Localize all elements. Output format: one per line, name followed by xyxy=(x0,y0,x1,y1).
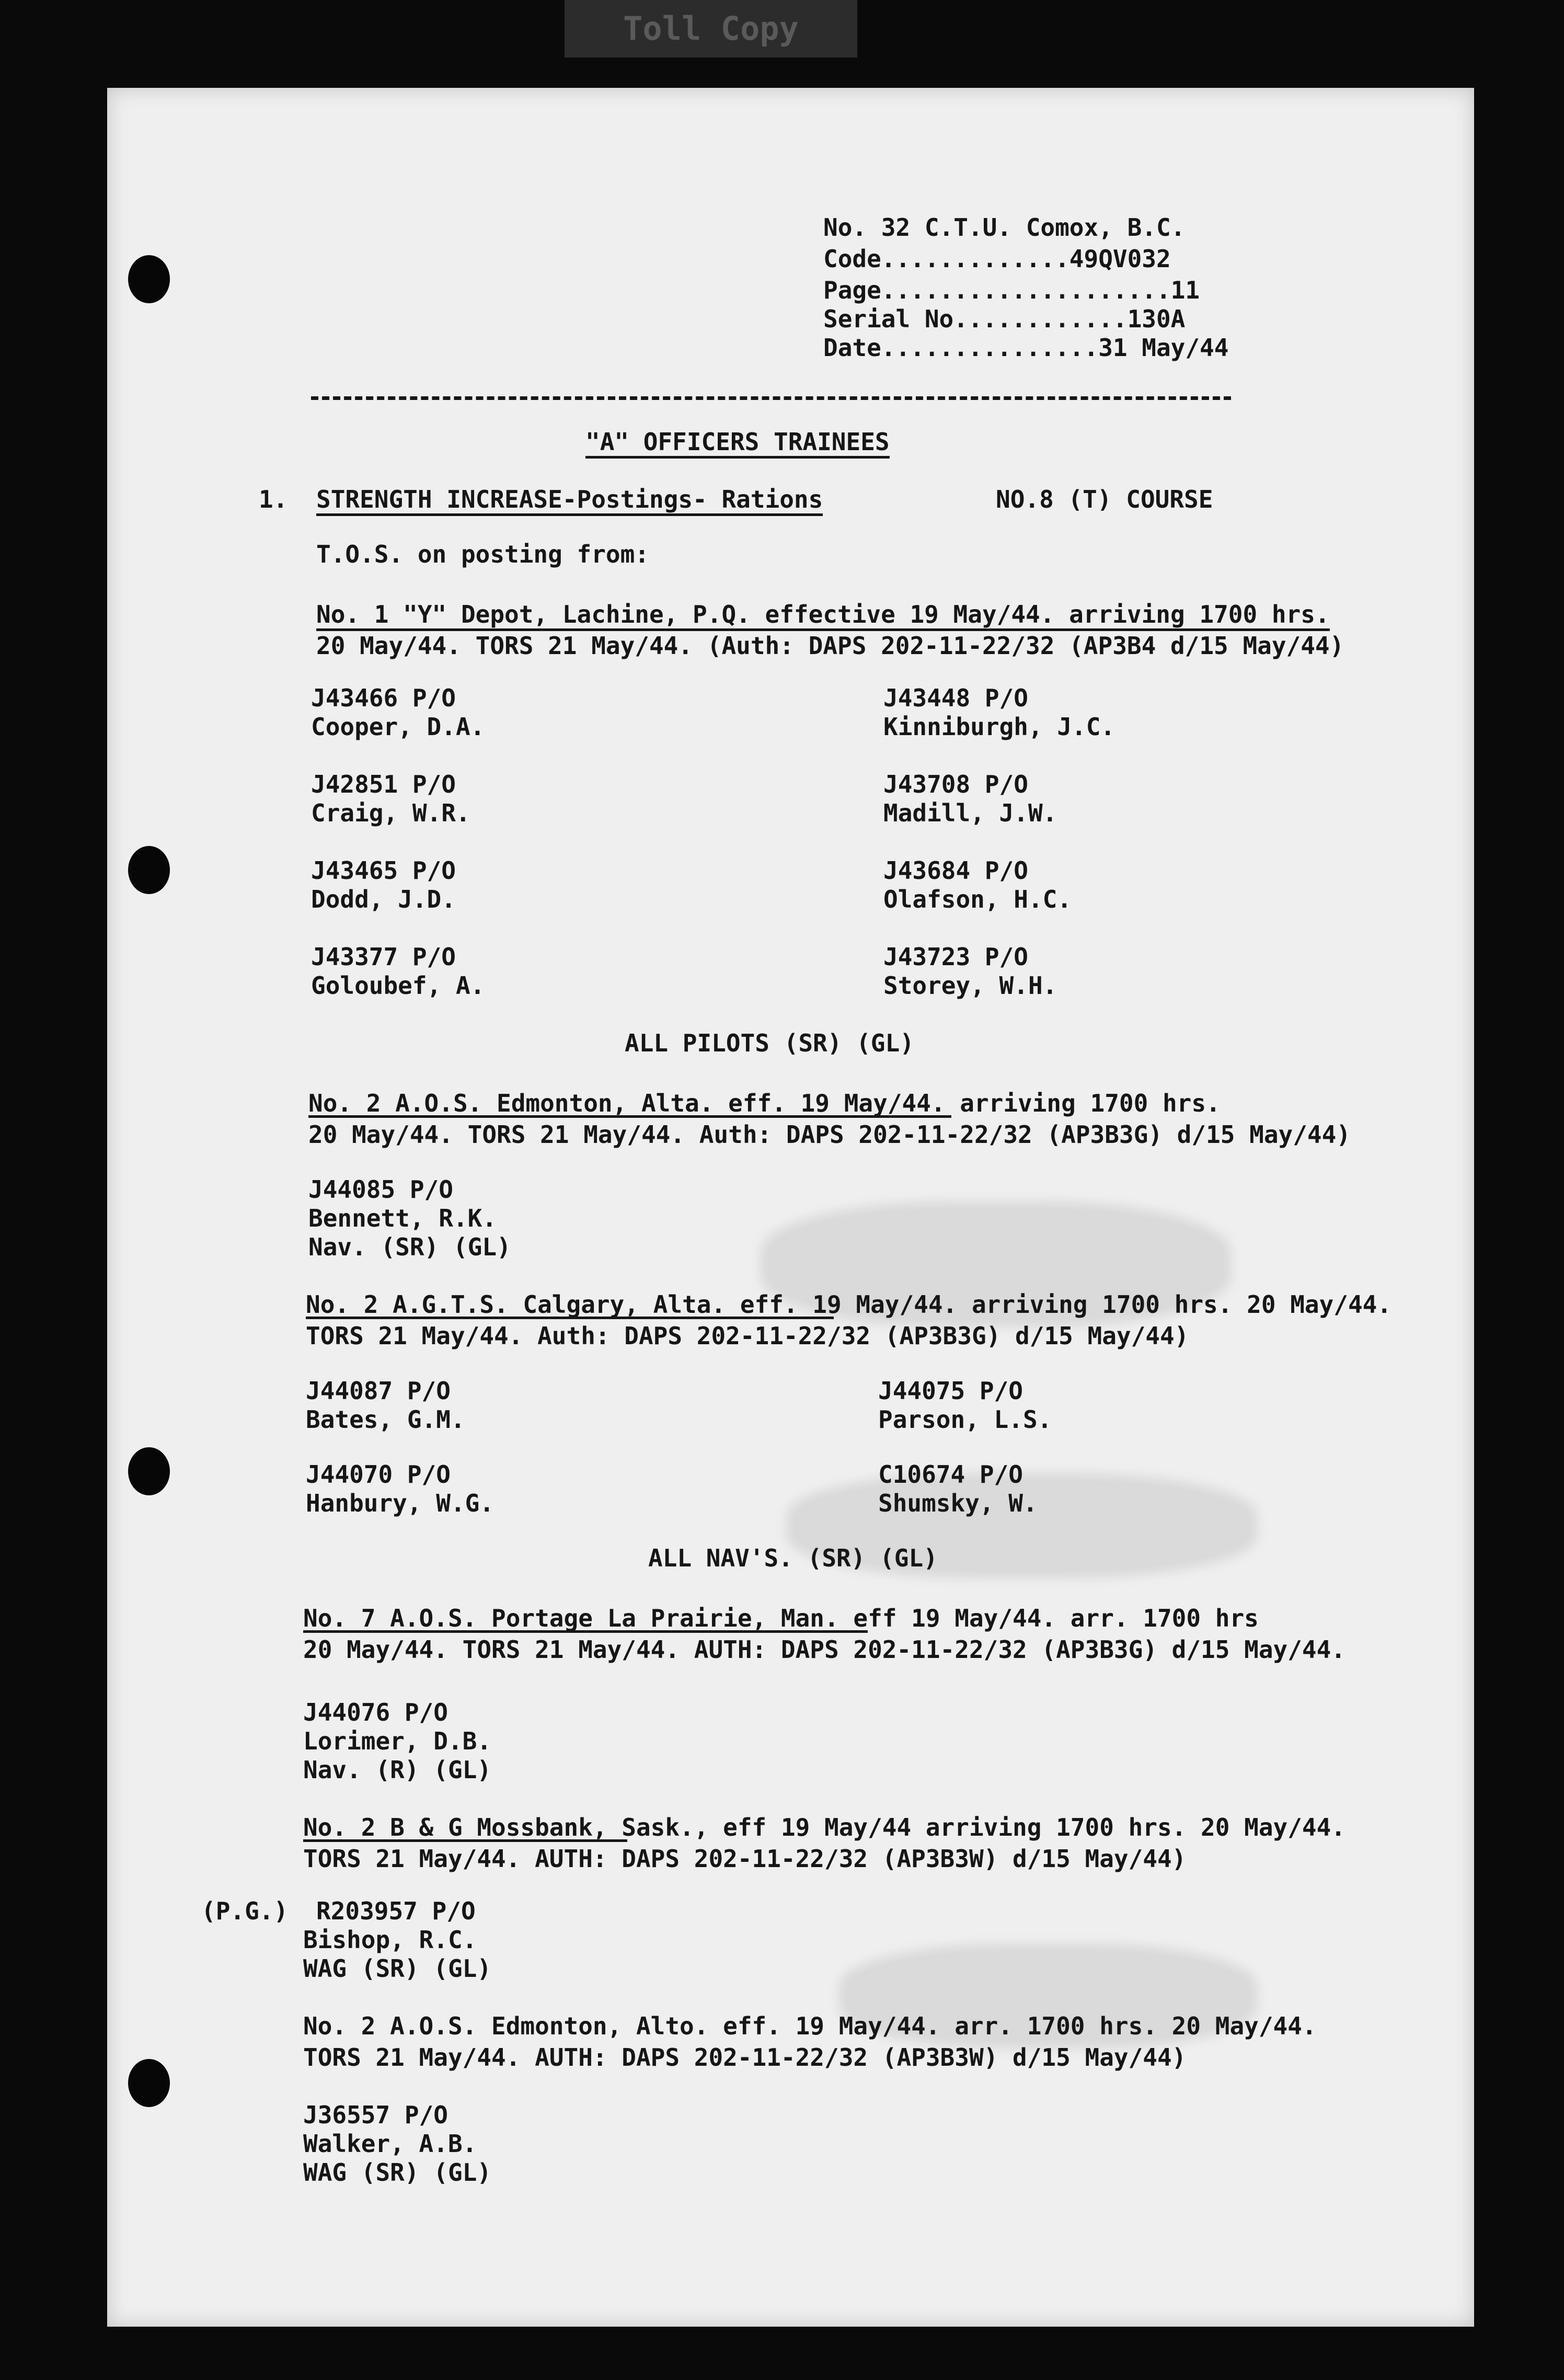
unit-name: No. 32 C.T.U. Comox, B.C. xyxy=(823,213,1186,242)
officer-number: J44087 P/O xyxy=(306,1377,451,1405)
punch-hole xyxy=(128,846,170,894)
posting-line: No. 2 B & G Mossbank, Sask., eff 19 May/44 arriving 1700 hrs. 20 May/44. xyxy=(303,1813,1346,1841)
officer-number: J43466 P/O xyxy=(311,684,456,712)
officer-name: Craig, W.R. xyxy=(311,799,470,827)
officer-name: Dodd, J.D. xyxy=(311,885,456,913)
posting-line: No. 2 A.O.S. Edmonton, Alto. eff. 19 May/44. arr. 1700 hrs. 20 May/44. xyxy=(303,2012,1317,2040)
separator-line xyxy=(311,396,1231,400)
officer-number: J36557 P/O xyxy=(303,2101,448,2129)
officer-name: Storey, W.H. xyxy=(883,971,1057,1000)
posting-line: No. 1 "Y" Depot, Lachine, P.Q. effective 19 May/44. arriving 1700 hrs. xyxy=(316,600,1330,631)
officer-name: Madill, J.W. xyxy=(883,799,1057,827)
posting-intro: T.O.S. on posting from: xyxy=(316,540,649,568)
officer-name: Lorimer, D.B. xyxy=(303,1727,492,1755)
underline xyxy=(303,1630,868,1633)
underline xyxy=(306,1317,834,1319)
officer-number: J43465 P/O xyxy=(311,856,456,885)
punch-hole xyxy=(128,2059,170,2107)
posting-line: 20 May/44. TORS 21 May/44. (Auth: DAPS 202-11-22/32 (AP3B4 d/15 May/44) xyxy=(316,632,1344,660)
officer-name: Cooper, D.A. xyxy=(311,713,485,741)
officer-number: J42851 P/O xyxy=(311,770,456,798)
punch-hole xyxy=(128,255,170,303)
posting-line: No. 2 A.O.S. Edmonton, Alta. eff. 19 May/44. arriving 1700 hrs. xyxy=(308,1089,1221,1117)
underline xyxy=(303,1839,627,1842)
officer-name: Kinniburgh, J.C. xyxy=(883,713,1116,741)
officer-name: Hanbury, W.G. xyxy=(306,1489,494,1517)
copy-stamp xyxy=(565,0,857,58)
officer-name: Parson, L.S. xyxy=(878,1405,1052,1434)
officer-name: Shumsky, W. xyxy=(878,1489,1038,1517)
posting-line: TORS 21 May/44. AUTH: DAPS 202-11-22/32 (AP3B3W) d/15 May/44) xyxy=(303,1845,1187,1873)
officer-name: Bates, G.M. xyxy=(306,1405,465,1434)
officer-number: J43377 P/O xyxy=(311,943,456,971)
officer-trade: WAG (SR) (GL) xyxy=(303,2158,492,2187)
item-heading: STRENGTH INCREASE-Postings- Rations xyxy=(316,485,823,516)
officer-name: Olafson, H.C. xyxy=(883,885,1072,913)
posting-line: 20 May/44. TORS 21 May/44. Auth: DAPS 202-11-22/32 (AP3B3G) d/15 May/44) xyxy=(308,1120,1351,1149)
officer-number: R203957 P/O xyxy=(316,1897,476,1925)
officer-name: Goloubef, A. xyxy=(311,971,485,1000)
underline xyxy=(308,1115,951,1118)
officer-number: J43708 P/O xyxy=(883,770,1028,798)
officer-number: J43448 P/O xyxy=(883,684,1028,712)
page-line: Page....................11 xyxy=(823,276,1200,304)
stamp-text: Toll Copy xyxy=(623,9,799,48)
officer-number: J43723 P/O xyxy=(883,943,1028,971)
posting-line: No. 2 A.G.T.S. Calgary, Alta. eff. 19 May/44. arriving 1700 hrs. 20 May/44. xyxy=(306,1290,1392,1319)
code-line: Code.............49QV032 xyxy=(823,245,1171,273)
officer-name: Bennett, R.K. xyxy=(308,1204,497,1232)
officer-number: C10674 P/O xyxy=(878,1460,1023,1489)
officer-number: J44075 P/O xyxy=(878,1377,1023,1405)
section-title: "A" OFFICERS TRAINEES xyxy=(585,428,890,459)
officer-number: J44070 P/O xyxy=(306,1460,451,1489)
officer-trade: Nav. (SR) (GL) xyxy=(308,1233,511,1261)
officer-number: J44085 P/O xyxy=(308,1175,453,1204)
group-footer: ALL NAV'S. (SR) (GL) xyxy=(648,1544,938,1572)
posting-line: No. 7 A.O.S. Portage La Prairie, Man. eff 19 May/44. arr. 1700 hrs xyxy=(303,1604,1259,1632)
officer-trade: WAG (SR) (GL) xyxy=(303,1954,492,1983)
course-label: NO.8 (T) COURSE xyxy=(996,485,1213,513)
officer-name: Bishop, R.C. xyxy=(303,1926,477,1954)
posting-line: TORS 21 May/44. AUTH: DAPS 202-11-22/32 (AP3B3W) d/15 May/44) xyxy=(303,2043,1187,2072)
officer-name: Walker, A.B. xyxy=(303,2130,477,2158)
group-footer: ALL PILOTS (SR) (GL) xyxy=(625,1029,914,1057)
officer-trade: Nav. (R) (GL) xyxy=(303,1756,492,1784)
serial-line: Serial No............130A xyxy=(823,305,1186,333)
officer-number: J44076 P/O xyxy=(303,1698,448,1726)
posting-line: TORS 21 May/44. Auth: DAPS 202-11-22/32 (AP3B3G) d/15 May/44) xyxy=(306,1322,1189,1350)
punch-hole xyxy=(128,1447,170,1495)
document-page xyxy=(107,88,1474,2327)
date-line: Date...............31 May/44 xyxy=(823,334,1229,362)
item-number: 1. xyxy=(259,485,288,513)
pg-marker: (P.G.) xyxy=(201,1897,289,1925)
posting-line: 20 May/44. TORS 21 May/44. AUTH: DAPS 202-11-22/32 (AP3B3G) d/15 May/44. xyxy=(303,1635,1346,1664)
officer-number: J43684 P/O xyxy=(883,856,1028,885)
